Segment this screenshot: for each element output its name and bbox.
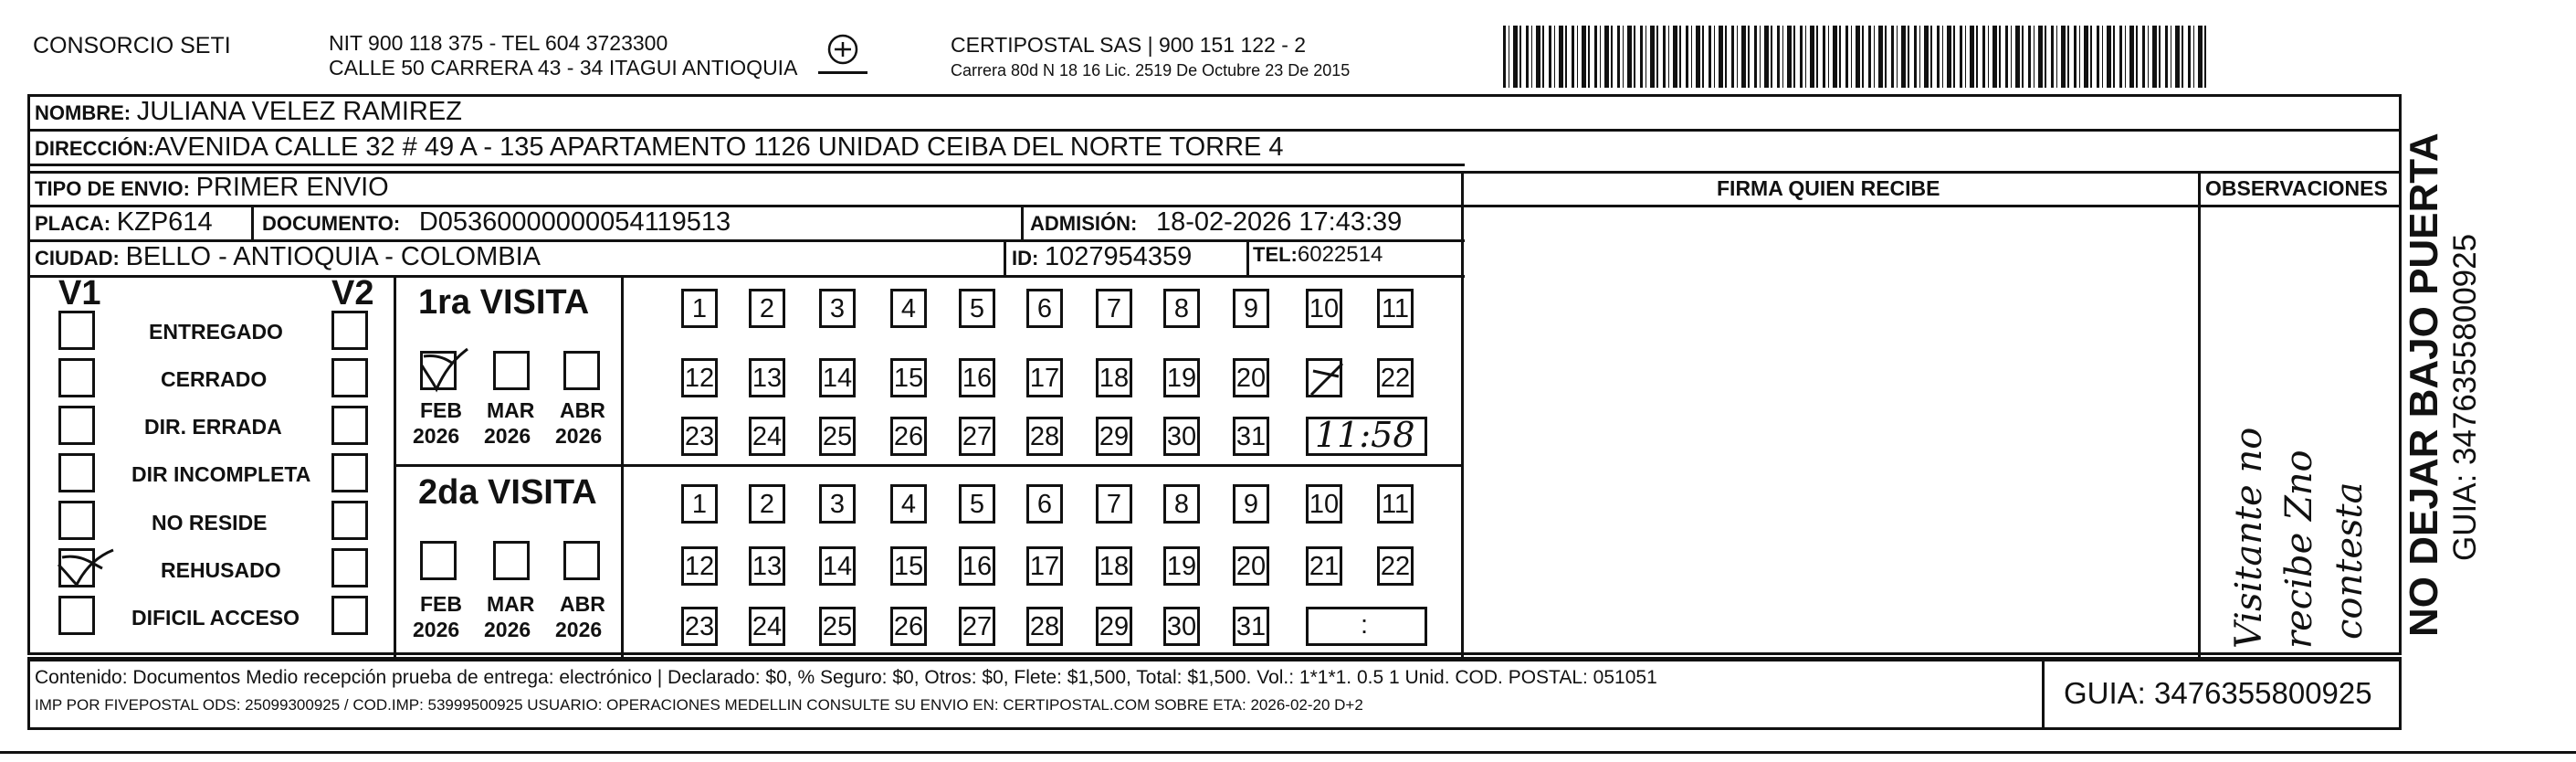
city-row: CIUDAD: BELLO - ANTIOQUIA - COLOMBIA	[35, 242, 541, 271]
status-dificil-acceso: DIFICIL ACCESO	[131, 606, 300, 630]
recipient-id: 1027954359	[1045, 242, 1193, 271]
v2-month-abr-checkbox[interactable]	[563, 541, 600, 580]
status-dir-errada: DIR. ERRADA	[144, 415, 282, 439]
v2-day-8[interactable]: 8	[1163, 484, 1200, 524]
v2-day-29[interactable]: 29	[1096, 607, 1132, 646]
v1-month-mar: MAR	[487, 398, 535, 422]
first-visit-title: 1ra VISITA	[418, 283, 590, 322]
v2-checkbox-dir-errada[interactable]	[331, 406, 368, 445]
v2-month-feb: FEB	[420, 592, 462, 616]
v1-checkbox-dir-errada[interactable]	[58, 406, 95, 445]
v2-day-21[interactable]: 21	[1306, 546, 1342, 586]
v2-day-5[interactable]: 5	[959, 484, 995, 524]
v2-day-1[interactable]: 1	[681, 484, 718, 524]
v1-day-5[interactable]: 5	[959, 289, 995, 328]
v2-day-3[interactable]: 3	[819, 484, 856, 524]
v2-day-22[interactable]: 22	[1377, 546, 1414, 586]
v1-day-17[interactable]: 17	[1026, 358, 1063, 397]
v2-month-abr: ABR	[560, 592, 605, 616]
admission-date: 18-02-2026 17:43:39	[1156, 207, 1403, 237]
v2-day-30[interactable]: 30	[1163, 607, 1200, 646]
v2-day-2[interactable]: 2	[749, 484, 785, 524]
status-cerrado: CERRADO	[161, 367, 268, 391]
city: BELLO - ANTIOQUIA - COLOMBIA	[125, 242, 541, 271]
v2-month-mar: MAR	[487, 592, 535, 616]
v1-day-8[interactable]: 8	[1163, 289, 1200, 328]
name-row: NOMBRE: JULIANA VELEZ RAMIREZ	[35, 97, 462, 126]
v1-day-12[interactable]: 12	[681, 358, 718, 397]
v2-year-mar: 2026	[484, 618, 531, 641]
v1-day-11[interactable]: 11	[1377, 289, 1414, 328]
v2-day-23[interactable]: 23	[681, 607, 718, 646]
v2-day-31[interactable]: 31	[1233, 607, 1269, 646]
v2-day-13[interactable]: 13	[749, 546, 785, 586]
v1-day-25[interactable]: 25	[819, 417, 856, 456]
v2-day-10[interactable]: 10	[1306, 484, 1342, 524]
certipostal-logo-icon	[811, 29, 875, 84]
v2-day-4[interactable]: 4	[890, 484, 927, 524]
v1-day-31[interactable]: 31	[1233, 417, 1269, 456]
v1-day-15[interactable]: 15	[890, 358, 927, 397]
document-number: D05360000000054119513	[418, 207, 731, 237]
v1-year-feb: 2026	[413, 424, 460, 448]
v2-day-12[interactable]: 12	[681, 546, 718, 586]
status-entregado: ENTREGADO	[149, 320, 283, 344]
v1-day-14[interactable]: 14	[819, 358, 856, 397]
v2-year-abr: 2026	[555, 618, 603, 641]
plate-row: PLACA: KZP614	[35, 207, 213, 237]
v1-day-4[interactable]: 4	[890, 289, 927, 328]
barcode	[1503, 26, 2211, 88]
recipient-tel: 6022514	[1297, 242, 1383, 267]
v2-day-28[interactable]: 28	[1026, 607, 1063, 646]
license-line: Carrera 80d N 18 16 Lic. 2519 De Octubre 23 De 2015	[951, 61, 1351, 79]
v2-day-16[interactable]: 16	[959, 546, 995, 586]
observations-header: OBSERVACIONES	[2205, 176, 2388, 200]
footer-line-2: IMP POR FIVEPOSTAL ODS: 25099300925 / COD.IMP: 53999500925 USUARIO: OPERACIONES MEDELLIN CONSULTE SU ENVIO EN: CERTIPOSTAL.COM SOBRE ETA: 2026-02-20 D+2	[35, 696, 1363, 714]
v1-day-19[interactable]: 19	[1163, 358, 1200, 397]
certipostal-line: CERTIPOSTAL SAS | 900 151 122 - 2	[951, 33, 1307, 57]
footer-guia: GUIA: 3476355800925	[2064, 676, 2372, 710]
v2-checkbox-cerrado[interactable]	[331, 358, 368, 397]
v1-day-20[interactable]: 20	[1233, 358, 1269, 397]
status-no-reside: NO RESIDE	[152, 511, 268, 534]
company-name: CONSORCIO SETI	[33, 33, 231, 58]
feb-check-icon	[416, 344, 471, 395]
v2-checkbox-rehusado[interactable]	[331, 548, 368, 587]
v1-day-18[interactable]: 18	[1096, 358, 1132, 397]
v1-day-29[interactable]: 29	[1096, 417, 1132, 456]
v1-day-22[interactable]: 22	[1377, 358, 1414, 397]
status-rehusado: REHUSADO	[161, 558, 281, 582]
v1-day-16[interactable]: 16	[959, 358, 995, 397]
v2-day-26[interactable]: 26	[890, 607, 927, 646]
v1-checkbox-no-reside[interactable]	[58, 501, 95, 540]
v1-day-30[interactable]: 30	[1163, 417, 1200, 456]
v2-day-20[interactable]: 20	[1233, 546, 1269, 586]
tel-row: TEL:6022514	[1253, 242, 1383, 267]
v1-day-24[interactable]: 24	[749, 417, 785, 456]
v1-day-6[interactable]: 6	[1026, 289, 1063, 328]
v1-year-abr: 2026	[555, 424, 603, 448]
v2-checkbox-entregado[interactable]	[331, 311, 368, 350]
v1-checkbox-cerrado[interactable]	[58, 358, 95, 397]
v1-day-26[interactable]: 26	[890, 417, 927, 456]
v1-day-9[interactable]: 9	[1233, 289, 1269, 328]
v1-day-10[interactable]: 10	[1306, 289, 1342, 328]
v1-month-feb: FEB	[420, 398, 462, 422]
v2-day-11[interactable]: 11	[1377, 484, 1414, 524]
v2-time-placeholder: :	[1361, 610, 1369, 640]
v1-checkbox-entregado[interactable]	[58, 311, 95, 350]
v1-day-13[interactable]: 13	[749, 358, 785, 397]
v1-label: V1	[58, 274, 101, 312]
v2-day-17[interactable]: 17	[1026, 546, 1063, 586]
v2-day-27[interactable]: 27	[959, 607, 995, 646]
plate: KZP614	[116, 207, 213, 237]
send-type: PRIMER ENVIO	[195, 173, 389, 202]
v2-checkbox-dificil-acceso[interactable]	[331, 596, 368, 635]
sign-header: FIRMA QUIEN RECIBE	[1717, 176, 1940, 200]
v2-day-18[interactable]: 18	[1096, 546, 1132, 586]
v2-day-14[interactable]: 14	[819, 546, 856, 586]
v1-month-abr: ABR	[560, 398, 605, 422]
day-21-strike-icon	[1306, 358, 1348, 400]
side-guia: GUIA: 3476355800925	[2447, 233, 2483, 561]
v1-day-27[interactable]: 27	[959, 417, 995, 456]
v1-month-mar-checkbox[interactable]	[493, 351, 530, 390]
second-visit-title: 2da VISITA	[418, 473, 597, 512]
v2-year-feb: 2026	[413, 618, 460, 641]
observation-note-2: recibe Zno	[2278, 450, 2320, 649]
recipient-name: JULIANA VELEZ RAMIREZ	[136, 97, 462, 126]
v2-month-feb-checkbox[interactable]	[420, 541, 457, 580]
observation-note-1: Visitante no	[2228, 427, 2270, 649]
address-row: DIRECCIÓN:AVENIDA CALLE 32 # 49 A - 135 APARTAMENTO 1126 UNIDAD CEIBA DEL NORTE TORRE 4	[35, 132, 1284, 162]
observation-note-3: contesta	[2329, 482, 2371, 640]
v2-day-25[interactable]: 25	[819, 607, 856, 646]
v1-month-abr-checkbox[interactable]	[563, 351, 600, 390]
nit-line: NIT 900 118 375 - TEL 604 3723300	[329, 31, 668, 55]
v1-day-23[interactable]: 23	[681, 417, 718, 456]
admission-row: ADMISIÓN: 18-02-2026 17:43:39	[1030, 207, 1403, 237]
v2-day-7[interactable]: 7	[1096, 484, 1132, 524]
v2-day-9[interactable]: 9	[1233, 484, 1269, 524]
v2-day-15[interactable]: 15	[890, 546, 927, 586]
v1-day-2[interactable]: 2	[749, 289, 785, 328]
v1-day-28[interactable]: 28	[1026, 417, 1063, 456]
v2-month-mar-checkbox[interactable]	[493, 541, 530, 580]
v2-day-19[interactable]: 19	[1163, 546, 1200, 586]
v2-checkbox-no-reside[interactable]	[331, 501, 368, 540]
v1-day-3[interactable]: 3	[819, 289, 856, 328]
company-address: CALLE 50 CARRERA 43 - 34 ITAGUI ANTIOQUIA	[329, 56, 798, 79]
v2-day-24[interactable]: 24	[749, 607, 785, 646]
document-row: DOCUMENTO: D05360000000054119513	[262, 207, 731, 237]
v1-day-1[interactable]: 1	[681, 289, 718, 328]
status-dir-incompleta: DIR INCOMPLETA	[131, 462, 311, 486]
v1-year-mar: 2026	[484, 424, 531, 448]
rehusado-check-icon	[53, 545, 117, 590]
no-dejar-bajo-puerta: NO DEJAR BAJO PUERTA	[2402, 132, 2446, 637]
v2-day-6[interactable]: 6	[1026, 484, 1063, 524]
v1-checkbox-dificil-acceso[interactable]	[58, 596, 95, 635]
send-type-row: TIPO DE ENVIO: PRIMER ENVIO	[35, 173, 389, 202]
v2-checkbox-dir-incompleta[interactable]	[331, 453, 368, 492]
v1-day-7[interactable]: 7	[1096, 289, 1132, 328]
id-row: ID: 1027954359	[1012, 242, 1193, 271]
v1-checkbox-dir-incompleta[interactable]	[58, 453, 95, 492]
recipient-address: AVENIDA CALLE 32 # 49 A - 135 APARTAMENTO 1126 UNIDAD CEIBA DEL NORTE TORRE 4	[153, 132, 1284, 162]
v2-label: V2	[331, 274, 374, 312]
footer-line-1: Contenido: Documentos Medio recepción prueba de entrega: electrónico | Declarado: $0, % Seguro: $0, Otros: $0, Flete: $1,500, Total: $1,500. Vol.: 1*1*1. 0.5 1 Unid. COD. POSTAL: 051051	[35, 667, 1657, 688]
v1-handwritten-time: 11:58	[1315, 415, 1415, 455]
